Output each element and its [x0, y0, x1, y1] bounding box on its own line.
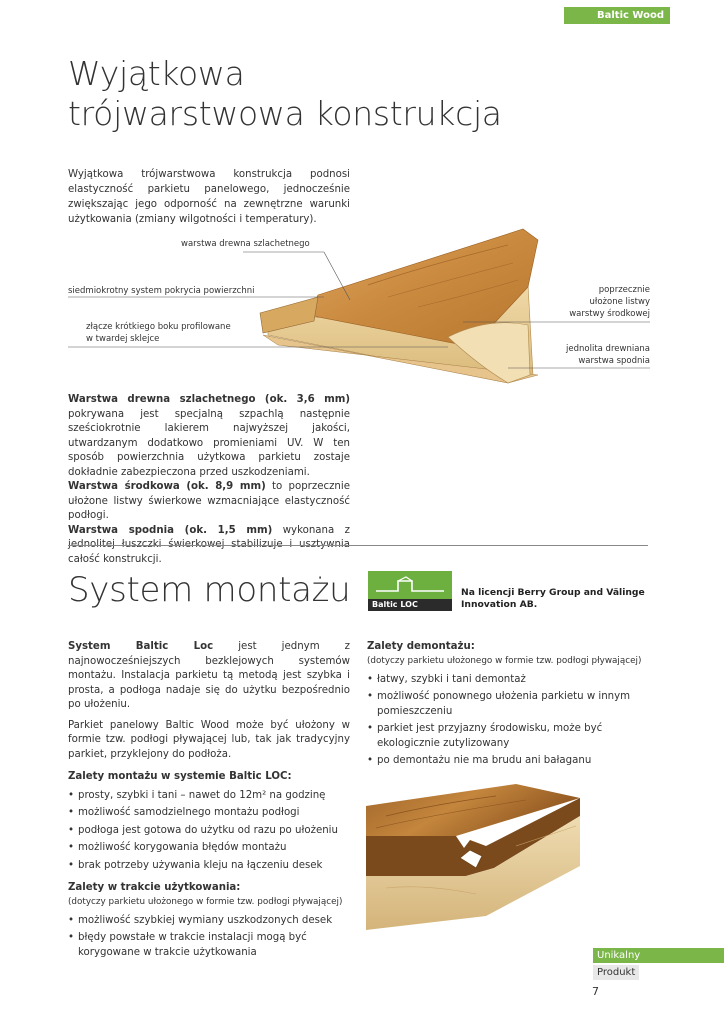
label-surface-coating: siedmiokrotny system pokrycia powierzchni — [68, 286, 255, 296]
montage-advantages-list — [68, 789, 350, 874]
dismantle-note: (dotyczy parkietu ułożonego w formie tzw. podłogi pływającej) — [367, 655, 642, 666]
layer2-heading: Warstwa środkowa (ok. 8,9 mm) — [68, 481, 266, 492]
list-item: • po demontażu nie ma brudu ani bałaganu — [367, 755, 592, 766]
floating-paragraph: Parkiet panelowy Baltic Wood może być ułożony w formie tzw. podłogi pływającej lub, tak jak tradycyjny parkiet, przyklejony do podłoża. — [68, 719, 350, 760]
licence-line2: Innovation AB. — [461, 599, 538, 610]
baltic-loc-logo-graphic — [368, 571, 452, 599]
label-bottom-layer-line2: warstwa spodnia — [578, 356, 650, 366]
montage-advantages-heading: Zalety montażu w systemie Baltic LOC: — [68, 771, 292, 782]
layers-description — [68, 393, 350, 567]
label-noble-wood-layer: warstwa drewna szlachetnego — [181, 239, 310, 249]
usage-advantages-heading: Zalety w trakcie użytkowania: — [68, 882, 241, 893]
baltic-loc-logo-text: Baltic LOC — [368, 599, 452, 611]
montage-right-column — [367, 640, 650, 775]
list-item: • błędy powstałe w trakcie instalacji mogą być korygowane w trakcie użytkowania — [68, 932, 307, 958]
list-item: • podłoga jest gotowa do użytku od razu po ułożeniu — [68, 824, 338, 836]
list-item: • brak potrzeby używania kleju na łączeniu desek — [68, 859, 323, 871]
label-short-edge-joint — [86, 321, 231, 345]
label-short-edge-joint-line2: w twardej sklejce — [86, 334, 160, 344]
list-item: • możliwość samodzielnego montażu podłogi — [68, 807, 300, 818]
section-title-line1: Wyjątkowa — [68, 54, 245, 93]
layer1-text: pokrywana jest specjalną szpachlą następnie sześciokrotnie lakierem najwyższej jakości, utwardzanym dodatkowo promieniami UV. W ten sposób powierzchnia użytkowa parkietu zostaje dokładnie zabezpieczona przed uszkodzeniami. — [68, 408, 350, 478]
label-middle-layer-line1: poprzecznie — [598, 285, 650, 295]
section-divider — [68, 545, 648, 546]
list-item: • prosty, szybki i tani – nawet do 12m² na godzinę — [68, 789, 326, 801]
dismantle-advantages-heading: Zalety demontażu: — [367, 641, 475, 652]
system-name: System Baltic Loc — [68, 641, 214, 652]
label-middle-layer-line3: warstwy środkowej — [569, 309, 650, 319]
list-item: • możliwość korygowania błędów montażu — [68, 842, 287, 853]
licence-note — [461, 587, 645, 611]
montage-left-column — [68, 640, 350, 966]
list-item: • możliwość szybkiej wymiany uszkodzonych desek — [68, 914, 333, 926]
list-item: • możliwość ponownego ułożenia parkietu w innym pomieszczeniu — [367, 691, 631, 717]
section-title-line2: trójwarstwowa konstrukcja — [68, 94, 502, 133]
usage-note: (dotyczy parkietu ułożonego w formie tzw. podłogi pływającej) — [68, 896, 343, 907]
intro-paragraph: Wyjątkowa trójwarstwowa konstrukcja podnosi elastyczność parkietu panelowego, jednocześnie zwiększając jego odporność na zewnętrzne warunki użytkowania (zmiany wilgotności i temperatury). — [68, 169, 350, 225]
label-bottom-layer — [566, 343, 650, 367]
construction-diagram — [68, 225, 650, 390]
floorboard-illustration — [68, 225, 650, 390]
layer3-text: wykonana z całość konstrukcji. — [68, 524, 350, 565]
system-paragraph — [68, 640, 350, 713]
label-middle-layer — [569, 284, 650, 320]
baltic-loc-logo — [368, 571, 452, 611]
section-title — [68, 54, 502, 134]
page-number: 7 — [592, 985, 599, 998]
footer-tag-unique: Unikalny — [593, 948, 724, 963]
list-item: • łatwy, szybki i tani demontaż — [367, 673, 526, 685]
label-middle-layer-line2: ułożone listwy — [589, 297, 650, 307]
brand-tag: Baltic Wood — [564, 7, 670, 24]
label-bottom-layer-line1: jednolita drewniana — [566, 344, 650, 354]
system-text: jest jednym z najnowocześniejszych bezklejowych systemów montażu. Instalacja parkietu tą metodą jest szybka i prosta, a podłoga nadaje się do użytku bezpośrednio po ułożeniu. — [68, 641, 351, 710]
click-joint-photo — [366, 776, 582, 930]
footer-tag-product: Produkt — [593, 965, 639, 980]
licence-line1: Na licencji Berry Group and Välinge — [461, 587, 645, 598]
layer1-heading: Warstwa drewna szlachetnego (ok. 3,6 mm) — [68, 394, 350, 405]
usage-advantages-list — [68, 914, 350, 961]
layer2-text: to poprzecznie ułożone listwy świerkowe wzmacniające elastyczność podłogi. — [68, 481, 350, 521]
dismantle-advantages-list — [367, 673, 650, 769]
layer1-paragraph — [68, 393, 350, 480]
list-item: • parkiet jest przyjazny środowisku, może być ekologicznie zutylizowany — [367, 723, 603, 749]
layer3-heading: Warstwa spodnia (ok. 1,5 mm) — [68, 524, 273, 536]
layer2-paragraph — [68, 480, 350, 524]
label-short-edge-joint-line1: złącze krótkiego boku profilowane — [86, 322, 231, 332]
montage-title: System montażu — [68, 570, 351, 610]
